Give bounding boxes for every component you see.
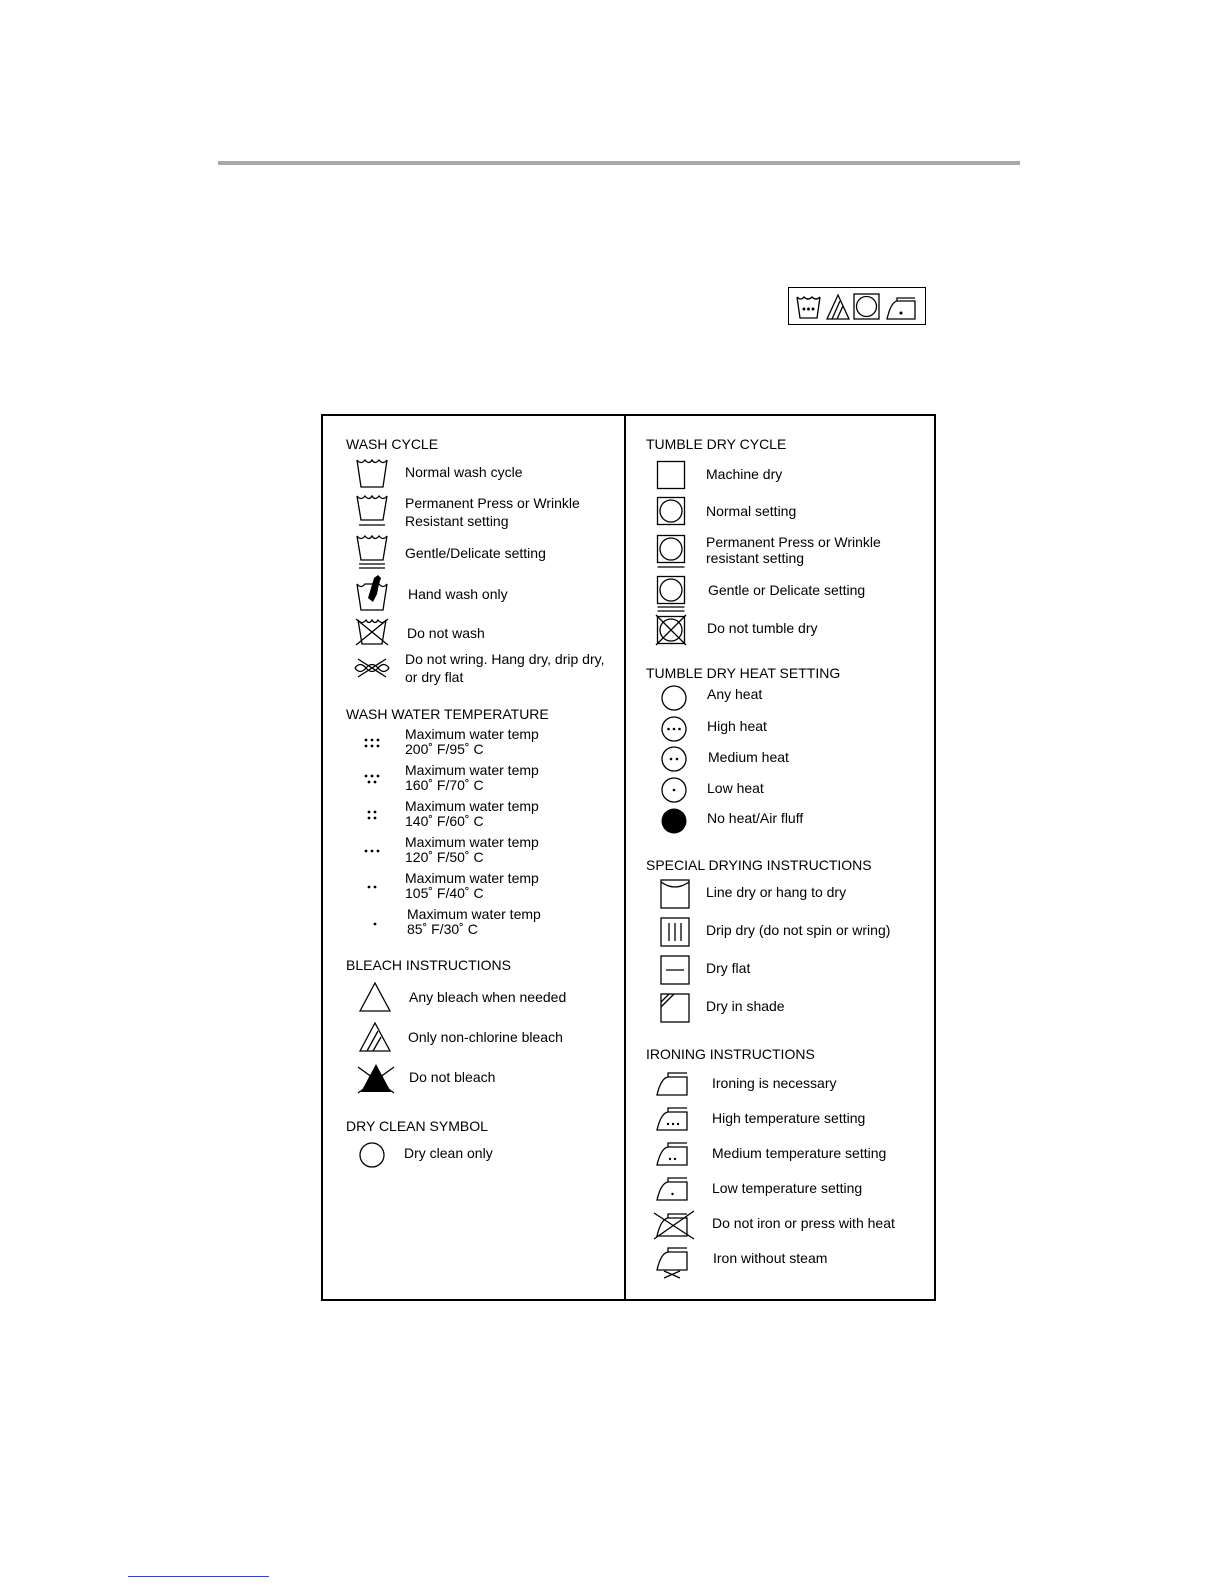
four-dots-icon	[362, 807, 384, 823]
ironing-item-label: High temperature setting	[712, 1110, 866, 1126]
tumble-item-label: Machine dry	[706, 466, 783, 482]
dry-clean-heading: DRY CLEAN SYMBOL	[346, 1118, 488, 1134]
wash-item-label: Do not wash	[407, 625, 485, 641]
gentle-wash-icon	[354, 533, 390, 571]
hand-wash-icon	[354, 572, 390, 614]
non-chlorine-bleach-icon	[358, 1021, 392, 1053]
any-heat-icon	[660, 684, 688, 712]
temp-line-1: Maximum water temp	[405, 726, 539, 742]
special-drying-heading: SPECIAL DRYING INSTRUCTIONS	[646, 857, 872, 873]
ironing-item-label: Iron without steam	[713, 1250, 828, 1266]
ironing-item-label: Medium temperature setting	[712, 1145, 887, 1161]
normal-wash-icon	[354, 457, 390, 491]
do-not-bleach-icon	[356, 1061, 396, 1095]
temp-line-1: Maximum water temp	[405, 834, 539, 850]
temp-line-2: 105˚ F/40˚ C	[405, 885, 484, 901]
wash-tub-icon	[797, 297, 820, 318]
wash-item-label: Normal wash cycle	[405, 464, 523, 480]
bleach-item-label: Only non-chlorine bleach	[408, 1029, 563, 1045]
two-dots-icon	[362, 881, 384, 893]
temp-line-1: Maximum water temp	[405, 798, 539, 814]
heat-setting-heading: TUMBLE DRY HEAT SETTING	[646, 665, 841, 681]
iron-icon	[887, 298, 915, 319]
special-item-label: Line dry or hang to dry	[706, 884, 847, 900]
tumble-item-label: Permanent Press or Wrinkle resistant setting	[706, 534, 881, 566]
tumble-item-label: Gentle or Delicate setting	[708, 582, 866, 598]
low-heat-icon	[660, 776, 688, 804]
normal-tumble-icon	[656, 496, 686, 526]
temp-line-1: Maximum water temp	[405, 870, 539, 886]
temp-line-2: 200˚ F/95˚ C	[405, 741, 484, 757]
ironing-item-label: Do not iron or press with heat	[712, 1215, 895, 1231]
permanent-press-wash-icon	[354, 493, 390, 529]
ironing-heading: IRONING INSTRUCTIONS	[646, 1046, 815, 1062]
medium-heat-icon	[660, 745, 688, 773]
low-iron-icon	[654, 1173, 694, 1205]
temp-line-1: Maximum water temp	[407, 906, 541, 922]
iron-no-steam-icon	[654, 1245, 694, 1279]
temp-line-2: 160˚ F/70˚ C	[405, 777, 484, 793]
temp-line-2: 85˚ F/30˚ C	[407, 921, 478, 937]
dry-in-shade-icon	[659, 992, 691, 1024]
care-symbol-legend	[788, 287, 926, 325]
wash-temp-heading: WASH WATER TEMPERATURE	[346, 706, 549, 722]
high-heat-icon	[660, 715, 688, 743]
one-dot-icon	[362, 918, 384, 930]
dry-flat-icon	[659, 954, 691, 986]
line-dry-icon	[659, 878, 691, 910]
wash-item-label: Do not wring. Hang dry, drip dry, or dry flat	[405, 651, 605, 685]
no-heat-icon	[660, 807, 688, 835]
footer-link-underline	[128, 1576, 269, 1577]
temp-line-2: 120˚ F/50˚ C	[405, 849, 484, 865]
high-iron-icon	[654, 1103, 694, 1135]
chart-column-divider	[624, 414, 626, 1301]
special-item-label: Dry flat	[706, 960, 751, 976]
permanent-press-tumble-icon	[656, 534, 686, 570]
non-chlorine-bleach-icon	[827, 295, 849, 319]
heat-item-label: Low heat	[707, 780, 764, 796]
tumble-item-label: Do not tumble dry	[707, 620, 818, 636]
heat-item-label: Any heat	[707, 686, 763, 702]
wash-cycle-heading: WASH CYCLE	[346, 436, 439, 452]
wash-item-label: Hand wash only	[408, 586, 508, 602]
bleach-item-label: Do not bleach	[409, 1069, 496, 1085]
heat-item-label: No heat/Air fluff	[707, 810, 804, 826]
six-dots-icon	[362, 735, 384, 751]
do-not-iron-icon	[652, 1207, 696, 1241]
three-dots-icon	[362, 845, 384, 857]
tumble-item-label: Normal setting	[706, 503, 797, 519]
special-item-label: Dry in shade	[706, 998, 785, 1014]
tumble-dry-heading: TUMBLE DRY CYCLE	[646, 436, 787, 452]
special-item-label: Drip dry (do not spin or wring)	[706, 922, 891, 938]
bleach-item-label: Any bleach when needed	[409, 989, 567, 1005]
wash-item-label: Gentle/Delicate setting	[405, 545, 546, 561]
header-rule	[218, 161, 1020, 165]
bleach-heading: BLEACH INSTRUCTIONS	[346, 957, 511, 973]
ironing-necessary-icon	[654, 1068, 694, 1100]
drip-dry-icon	[659, 916, 691, 948]
heat-item-label: Medium heat	[708, 749, 789, 765]
gentle-tumble-icon	[656, 575, 686, 613]
do-not-wash-icon	[354, 617, 390, 647]
temp-line-1: Maximum water temp	[405, 762, 539, 778]
do-not-tumble-icon	[655, 614, 687, 646]
medium-iron-icon	[654, 1138, 694, 1170]
wash-item-label: Permanent Press or Wrinkle Resistant setting	[405, 495, 580, 529]
heat-item-label: High heat	[707, 718, 767, 734]
do-not-wring-icon	[352, 656, 392, 680]
machine-dry-icon	[656, 460, 686, 490]
temp-line-2: 140˚ F/60˚ C	[405, 813, 484, 829]
tumble-dry-icon	[854, 294, 879, 319]
any-bleach-icon	[358, 981, 392, 1013]
five-dots-icon	[362, 771, 384, 787]
dry-clean-label: Dry clean only	[404, 1145, 493, 1161]
ironing-item-label: Ironing is necessary	[712, 1075, 837, 1091]
ironing-item-label: Low temperature setting	[712, 1180, 863, 1196]
dry-clean-icon	[358, 1141, 386, 1169]
